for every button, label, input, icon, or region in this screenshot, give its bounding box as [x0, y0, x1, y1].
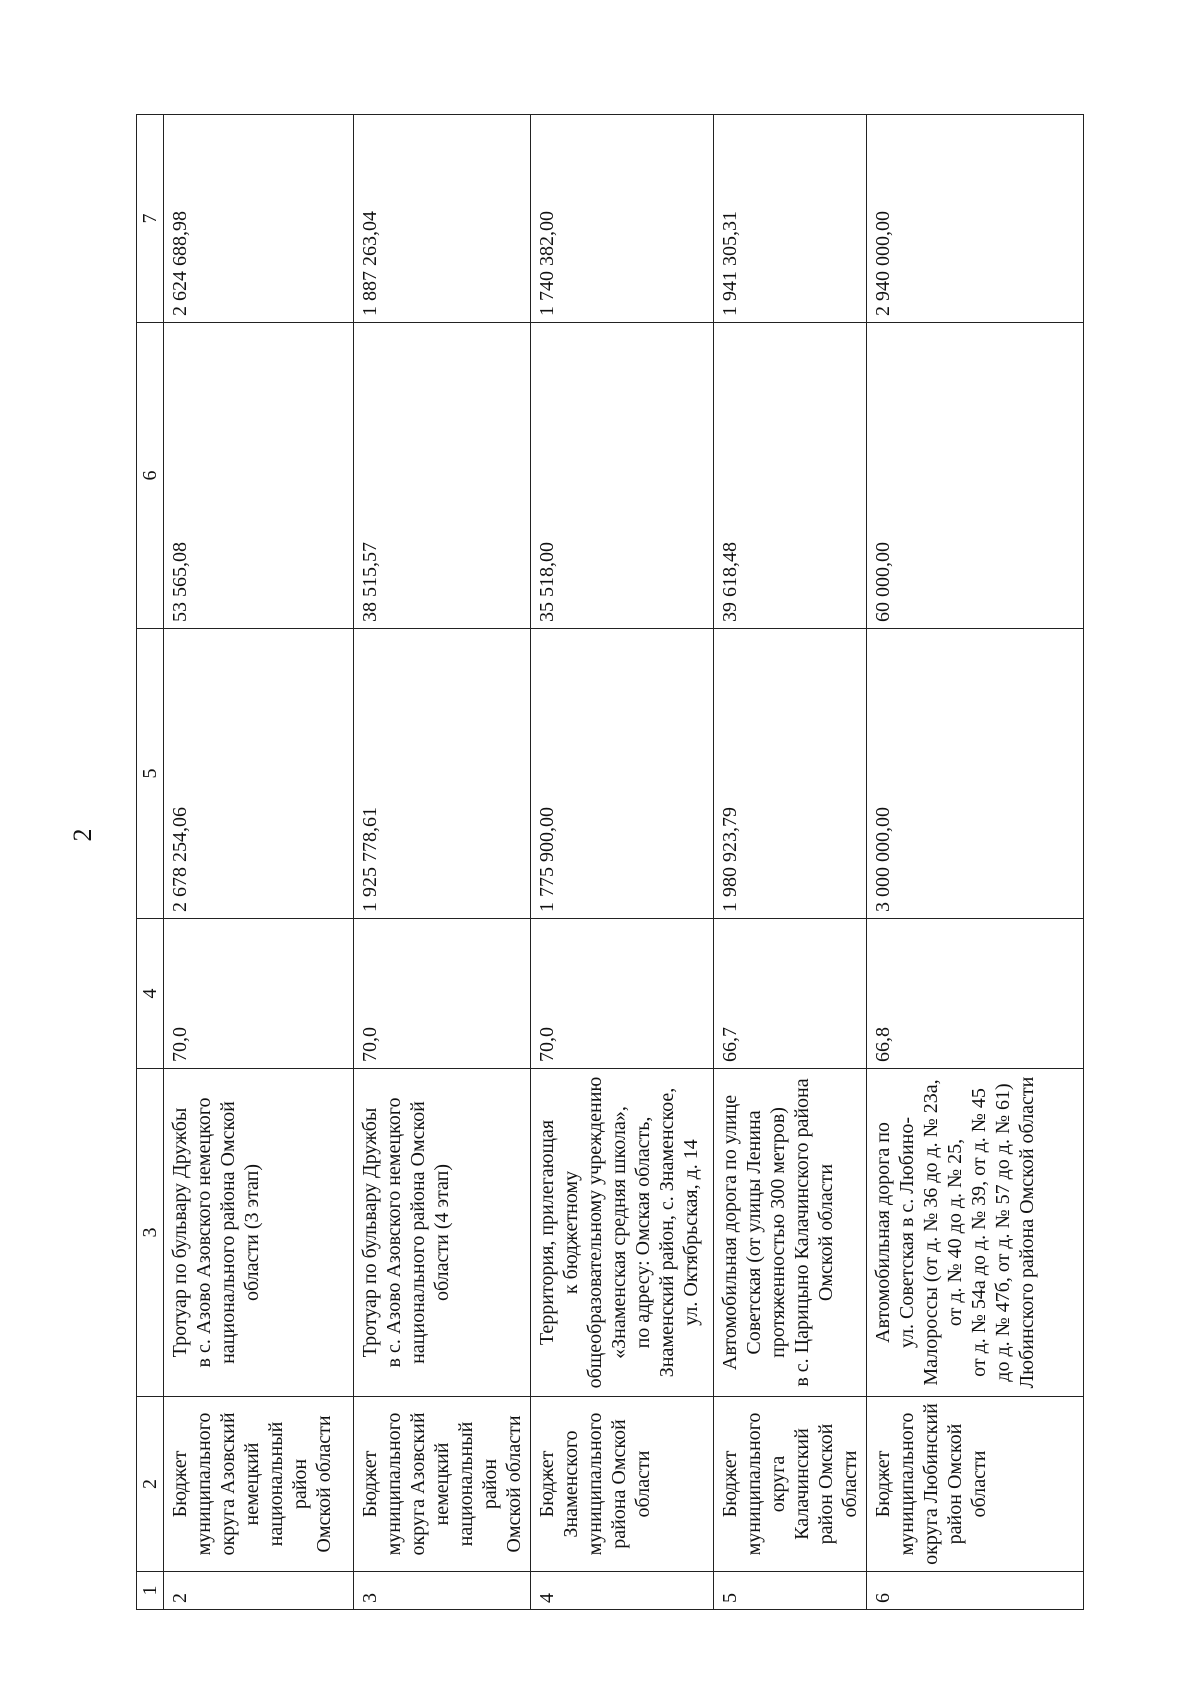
regional-amount-cell: 2 940 000,00 [867, 115, 1084, 323]
column-header: 5 [137, 629, 164, 919]
object-cell: Автомобильная дорога по ул. Советская в с. Любино- Малороссы (от д. № 36 до д. № 23а, от д. № 40 до д. № 25, от д. № 54а до д. № 39, от д. № 45 до д. № 47б, от д. № 57 до д. № 61) Любинского района Омской области [867, 1069, 1084, 1397]
table-row [531, 115, 714, 1610]
budget-cell: Бюджет Знаменского муниципального района Омской области [531, 1397, 714, 1572]
budget-cell: Бюджет муниципального округа Азовский немецкий национальный район Омской области [164, 1397, 354, 1572]
row-number-cell: 2 [164, 1572, 354, 1610]
regional-amount-cell: 1 740 382,00 [531, 115, 714, 323]
column-header: 4 [137, 919, 164, 1069]
table-row [164, 115, 354, 1610]
data-table [136, 114, 1084, 1610]
table-row [867, 115, 1084, 1610]
total-amount-cell: 1 980 923,79 [714, 629, 867, 919]
page-number: 2 [68, 828, 97, 842]
total-amount-cell: 1 775 900,00 [531, 629, 714, 919]
column-header: 6 [137, 323, 164, 629]
object-cell: Тротуар по бульвару Дружбы в с. Азово Азовского немецкого национального района Омской области (3 этап) [164, 1069, 354, 1397]
budget-cell: Бюджет муниципального округа Калачинский район Омской области [714, 1397, 867, 1572]
column-header: 2 [137, 1397, 164, 1572]
share-cell: 70,0 [531, 919, 714, 1069]
share-cell: 66,8 [867, 919, 1084, 1069]
column-header: 1 [137, 1572, 164, 1610]
object-cell: Автомобильная дорога по улице Советская (от улицы Ленина протяженностью 300 метров) в с. Царицыно Калачинского района Омской области [714, 1069, 867, 1397]
budget-cell: Бюджет муниципального округа Любинский район Омской области [867, 1397, 1084, 1572]
row-number-cell: 5 [714, 1572, 867, 1610]
table-row [714, 115, 867, 1610]
table-row [354, 115, 531, 1610]
local-amount-cell: 39 618,48 [714, 323, 867, 629]
table-container [136, 115, 1084, 1610]
row-number-cell: 6 [867, 1572, 1084, 1610]
total-amount-cell: 3 000 000,00 [867, 629, 1084, 919]
total-amount-cell: 1 925 778,61 [354, 629, 531, 919]
row-number-cell: 4 [531, 1572, 714, 1610]
total-amount-cell: 2 678 254,06 [164, 629, 354, 919]
regional-amount-cell: 2 624 688,98 [164, 115, 354, 323]
regional-amount-cell: 1 887 263,04 [354, 115, 531, 323]
row-number-cell: 3 [354, 1572, 531, 1610]
column-header: 7 [137, 115, 164, 323]
regional-amount-cell: 1 941 305,31 [714, 115, 867, 323]
object-cell: Территория, прилегающая к бюджетному общеобразовательному учреждению «Знаменская средняя школа», по адресу: Омская область, Знаменский район, с. Знаменское, ул. Октябрьская, д. 14 [531, 1069, 714, 1397]
object-cell: Тротуар по бульвару Дружбы в с. Азово Азовского немецкого национального района Омской области (4 этап) [354, 1069, 531, 1397]
local-amount-cell: 53 565,08 [164, 323, 354, 629]
share-cell: 66,7 [714, 919, 867, 1069]
share-cell: 70,0 [354, 919, 531, 1069]
table-header-row [137, 115, 164, 1610]
local-amount-cell: 38 515,57 [354, 323, 531, 629]
column-header: 3 [137, 1069, 164, 1397]
share-cell: 70,0 [164, 919, 354, 1069]
local-amount-cell: 35 518,00 [531, 323, 714, 629]
budget-cell: Бюджет муниципального округа Азовский немецкий национальный район Омской области [354, 1397, 531, 1572]
local-amount-cell: 60 000,00 [867, 323, 1084, 629]
